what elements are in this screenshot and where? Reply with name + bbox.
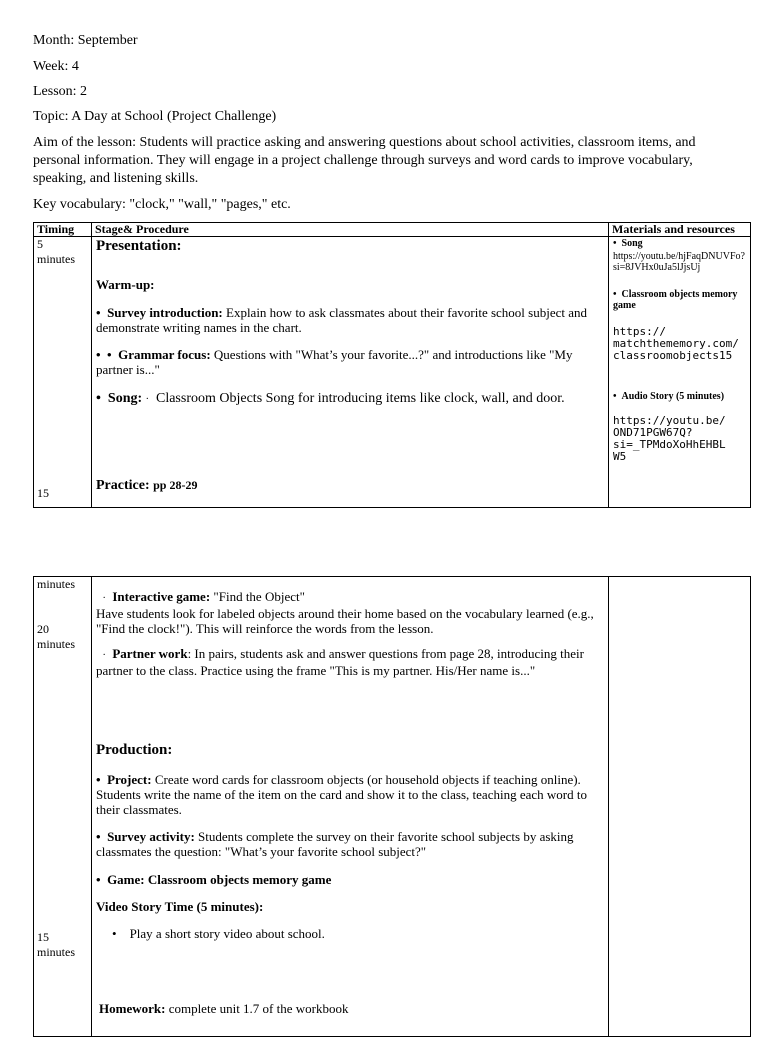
material-song-url[interactable]: https://youtu.be/hjFaqDNUVFo?si=8JVHx0uJa5lJjsUj [613,251,745,273]
material-memory-url[interactable]: https:// matchthememory.com/ classroomobjects15 [613,325,739,362]
project-label: Project: [107,772,152,787]
materials-cell-1 [609,237,751,508]
grammar-focus: • • Grammar focus: Questions with "What’s your favorite...?" and introductions like "My partner is..." [96,347,573,377]
interactive-game-title: "Find the Object" [210,589,305,604]
materials-cell-2 [609,577,751,1037]
key-vocabulary: Key vocabulary: "clock," "wall," "pages," etc. [33,197,291,212]
video-story-item: • Play a short story video about school. [112,926,325,941]
month-line: Month: September [33,33,138,48]
warmup-heading: Warm-up: [96,277,155,292]
video-story-heading: Video Story Time (5 minutes): [96,899,264,914]
material-audio-url[interactable]: https://youtu.be/ OND71PGW67Q? si=_TPMdoXoHhEHBL W5 [613,414,726,463]
survey-intro-text: Explain how to ask classmates about their favorite school subject and demonstrate writing names in the chart. [96,305,588,335]
material-audio-label: • Audio Story (5 minutes) [613,391,725,402]
partner-work-label: Partner work [112,646,188,661]
survey-activity-text: Students complete the survey on their favorite school subjects by asking classmates the question: "What’s your favorite school subject?" [96,829,574,859]
timing-5-unit: minutes [37,252,75,266]
timing-20-unit: minutes [37,637,75,651]
homework-label: Homework: [99,1001,166,1016]
procedure-cell-2 [92,577,609,1037]
song-item: • Song: · Classroom Objects Song for introducing items like clock, wall, and door. [96,391,565,406]
interactive-game-text: Have students look for labeled objects around their home based on the vocabulary learned (e.g., "Find the clock!"). This will reinforce the words from the lesson. [96,606,594,636]
timing-cell-2 [34,577,92,1037]
timing-20: 20 [37,622,49,636]
timing-15b-unit: minutes [37,945,75,959]
topic-line: Topic: A Day at School (Project Challenge) [33,109,277,124]
lesson-table-part-1 [33,222,751,508]
project-item: • Project: Create word cards for classroom objects (or household objects if teaching online). Students write the name of the item on the card and show it to the class, teaching each word to their classmates. [96,772,587,817]
survey-introduction: • Survey introduction: Explain how to ask classmates about their favorite school subject and demonstrate writing names in the chart. [96,305,588,335]
presentation-heading: Presentation: [96,238,182,254]
header-materials: Materials and resources [609,223,751,237]
grammar-focus-label: Grammar focus: [118,347,211,362]
homework-line [99,1001,349,1016]
practice-pages: pp 28-29 [153,478,198,492]
timing-15: 15 [37,486,49,500]
practice-line [96,478,197,494]
procedure-cell-1 [92,237,609,508]
practice-heading: Practice: [96,478,150,493]
timing-5: 5 [37,237,43,251]
survey-activity: • Survey activity: Students complete the survey on their favorite school subjects by asking classmates the question: "What’s your favorite school subject?" [96,829,574,859]
timing-minutes-cont: minutes [37,577,75,591]
header-stage-procedure: Stage& Procedure [92,223,609,237]
header-timing: Timing [34,223,92,237]
lesson-aim: Aim of the lesson: Students will practice asking and answering questions about school activities, classroom items, and personal information. They will engage in a project challenge through surveys and word cards to improve vocabulary, speaking, and listening skills. [33,135,696,186]
production-heading: Production: [96,742,173,758]
song-label: Song: [107,391,143,406]
memory-game-item: • Game: Classroom objects memory game [96,872,332,887]
timing-cell-1 [34,237,92,508]
material-memory-label: • Classroom objects memory game [613,289,738,311]
lesson-line: Lesson: 2 [33,84,88,99]
project-text: Create word cards for classroom objects (or household objects if teaching online). Students write the name of the item on the card and show it to the class, teaching each word to their classmates. [96,772,587,817]
interactive-game-label: Interactive game: [112,589,211,604]
material-song-label: • Song [613,238,643,249]
interactive-game: · Interactive game: "Find the Object" Have students look for labeled objects around their home based on the vocabulary learned (e.g., "Find the clock!"). This will reinforce the words from the lesson. [96,589,594,636]
song-text: Classroom Objects Song for introducing items like clock, wall, and door. [155,391,565,406]
week-line: Week: 4 [33,59,79,74]
partner-work: · Partner work: In pairs, students ask and answer questions from page 28, introducing their partner to the class. Practice using the frame "This is my partner. His/Her name is..." [96,646,584,678]
grammar-focus-text: Questions with "What’s your favorite...?" and introductions like "My partner is..." [96,347,573,377]
timing-15b: 15 [37,930,49,944]
partner-work-text: : In pairs, students ask and answer questions from page 28, introducing their partner to the class. Practice using the frame "This is my partner. His/Her name is..." [96,646,584,678]
survey-intro-label: Survey introduction: [107,305,223,320]
homework-text: complete unit 1.7 of the workbook [165,1001,349,1016]
lesson-table-part-2 [33,576,751,1037]
survey-activity-label: Survey activity: [107,829,195,844]
